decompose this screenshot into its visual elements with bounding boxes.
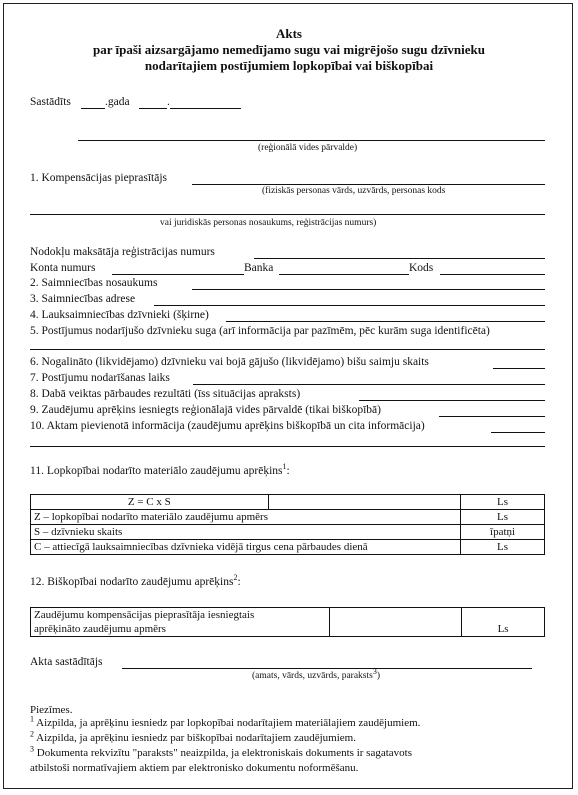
species-label: 5. Postījumus nodarījušo dzīvnieku suga (arī informācija par pazīmēm, pēc kurām suga identificēta) <box>30 325 490 337</box>
document-subtitle-line1: par īpaši aizsargājamo nemedījamo sugu vai migrējošo sugu dzīvnieku <box>93 42 485 57</box>
attached-info-label: 10. Aktam pievienotā informācija (zaudējumu aprēķins biškopībā un cita informācija) <box>30 420 425 432</box>
description-cell <box>31 608 330 637</box>
month-field[interactable] <box>170 108 241 109</box>
killed-count-field[interactable] <box>493 368 545 369</box>
unit-cell: Ls <box>461 540 545 555</box>
code-label: Kods <box>409 262 434 274</box>
farm-name-label: 2. Saimniecības nosaukums <box>30 277 158 289</box>
livestock-breed-label: 4. Lauksaimniecības dzīvnieki (šķirne) <box>30 309 209 321</box>
table-row <box>31 540 545 555</box>
note-item: $^1$ Aizpilda, ja aprēķinu iesniedz par lopkopībai nodarītajiem materiālajiem zaudējumiem. <box>30 714 421 729</box>
day-field[interactable] <box>139 108 167 109</box>
note-item: atbilstoši normatīvajiem aktiem par elektronisko dokumentu noformēšanu. <box>30 762 359 774</box>
regional-office-caption: (reģionālā vides pārvalde) <box>258 143 358 153</box>
code-field[interactable] <box>440 274 545 275</box>
unit-cell: Ls <box>461 510 545 525</box>
unit-cell: Ls <box>461 495 545 510</box>
damage-time-label: 7. Postījumu nodarīšanas laiks <box>30 372 170 384</box>
table-row <box>31 608 545 637</box>
note-item: $^3$ Dokumenta rekvizītu "paraksts" neaizpilda, ja elektroniskais dokuments ir sagatavots <box>30 744 412 759</box>
table-row <box>31 525 545 540</box>
description-cell: Z – lopkopībai nodarīto materiālo zaudējumu apmērs <box>31 510 461 525</box>
description-line-2: aprēķināto zaudējumu apmērs <box>34 623 166 635</box>
livestock-breed-field[interactable] <box>226 321 545 322</box>
killed-count-label: 6. Nogalināto (likvidējamo) dzīvnieku vai bojā gājušo (likvidējamo) bišu saimju skaits <box>30 356 429 368</box>
bank-field[interactable] <box>279 274 409 275</box>
claimant-label: 1. Kompensācijas pieprasītājs <box>30 172 168 184</box>
description-line-1: Zaudējumu kompensācijas pieprasītāja iesniegtais <box>34 609 255 621</box>
inspection-results-field[interactable] <box>359 400 545 401</box>
loss-calculation-submitted-field[interactable] <box>439 416 545 417</box>
inspection-results-label: 8. Dabā veiktas pārbaudes rezultāti (īss situācijas apraksts) <box>30 388 301 400</box>
loss-calculation-submitted-label: 9. Zaudējumu aprēķins iesniegts reģionālajā vides pārvaldē (tikai biškopībā) <box>30 404 381 416</box>
note-item: $^2$ Aizpilda, ja aprēķinu iesniedz par biškopībai nodarītajiem zaudējumiem. <box>30 729 356 744</box>
attached-info-field-2[interactable] <box>30 446 545 447</box>
document-subtitle-line2: nodarītajiem postījumiem lopkopībai vai biškopībai <box>144 58 434 73</box>
farm-name-field[interactable] <box>192 289 545 290</box>
document-title: Akts <box>275 26 302 41</box>
dot-separator: . <box>167 96 170 108</box>
compiler-label: Akta sastādītājs <box>30 656 103 668</box>
formula-cell: Z = C x S <box>31 495 269 510</box>
compiler-field[interactable] <box>122 668 532 669</box>
account-number-label: Konta numurs <box>30 262 96 274</box>
notes-heading: Piezīmes. <box>30 704 73 716</box>
livestock-loss-table <box>30 494 545 555</box>
sastadits-label: Sastādīts <box>30 96 71 108</box>
value-cell[interactable] <box>330 608 462 637</box>
species-field[interactable] <box>30 349 545 350</box>
beekeeping-loss-heading: 12. Biškopībai nodarīto zaudējumu aprēķins$^2$: <box>30 573 241 588</box>
claimant-caption-1: (fiziskās personas vārds, uzvārds, personas kods <box>262 186 446 196</box>
farm-address-field[interactable] <box>154 305 545 306</box>
compiler-caption: (amats, vārds, uzvārds, paraksts$^3$) <box>252 666 380 681</box>
tax-number-field[interactable] <box>254 258 545 259</box>
beekeeping-loss-table <box>30 607 545 637</box>
claimant-caption-2: vai juridiskās personas nosaukums, reģistrācijas numurs) <box>160 218 377 228</box>
table-row <box>31 510 545 525</box>
unit-cell: Ls <box>462 608 545 637</box>
account-number-field[interactable] <box>112 274 244 275</box>
gada-label: .gada <box>105 96 130 108</box>
description-cell: C – attiecīgā lauksaimniecības dzīvnieka vidējā tirgus cena pārbaudes dienā <box>31 540 461 555</box>
claimant-field[interactable] <box>192 184 545 185</box>
year-field[interactable] <box>81 108 105 109</box>
attached-info-field[interactable] <box>491 432 545 433</box>
livestock-loss-heading: 11. Lopkopībai nodarīto materiālo zaudējumu aprēķins$^1$: <box>30 462 290 477</box>
claimant-field-2[interactable] <box>30 214 545 215</box>
tax-number-label: Nodokļu maksātāja reģistrācijas numurs <box>30 246 215 258</box>
table-row <box>31 495 545 510</box>
formula-value-cell[interactable] <box>268 495 461 510</box>
bank-label: Banka <box>244 262 274 274</box>
description-cell: S – dzīvnieku skaits <box>31 525 461 540</box>
regional-office-field[interactable] <box>78 140 545 141</box>
unit-cell: īpatņi <box>461 525 545 540</box>
farm-address-label: 3. Saimniecības adrese <box>30 293 136 305</box>
damage-time-field[interactable] <box>193 384 545 385</box>
